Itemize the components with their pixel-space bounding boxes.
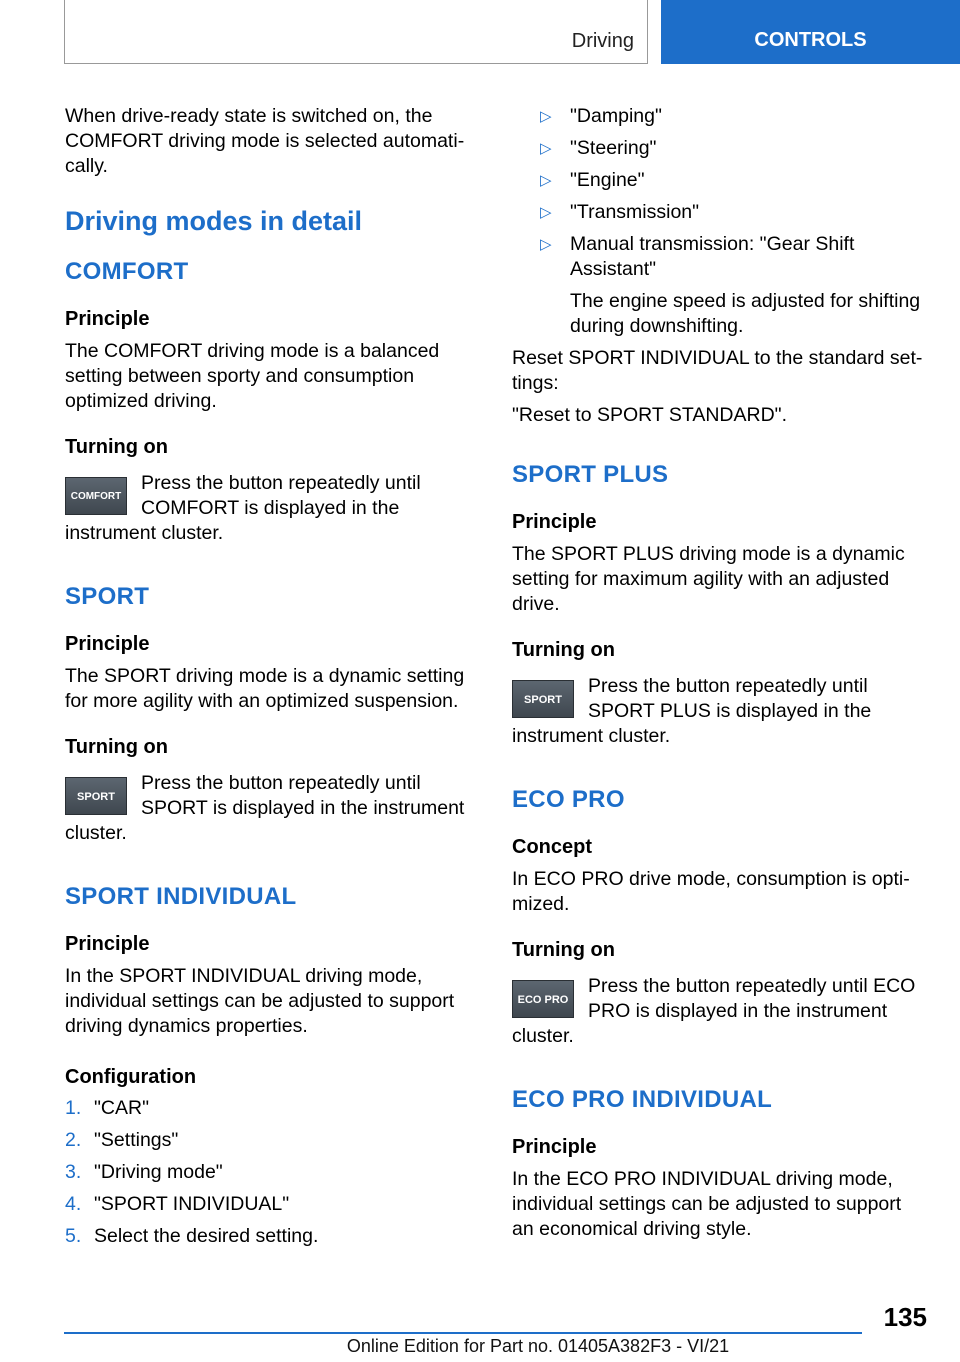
list-item bbox=[512, 200, 924, 225]
reset-value: "Reset to SPORT STANDARD". bbox=[512, 404, 787, 426]
eco-pro-concept-text: In ECO PRO drive mode, consumption is optimized. bbox=[512, 868, 910, 915]
edition-footer: Online Edition for Part no. 01405A382F3 - VI/21 bbox=[346, 1336, 730, 1356]
list-item bbox=[512, 136, 924, 161]
chapter-tab[interactable]: CONTROLS bbox=[661, 0, 960, 64]
step-text: "SPORT INDIVIDUAL" bbox=[94, 1193, 290, 1215]
sport-turning-heading: Turning on bbox=[65, 736, 168, 758]
comfort-turning-row bbox=[65, 471, 477, 546]
sport-button-icon: SPORT bbox=[65, 777, 127, 815]
eco-pro-turning-heading: Turning on bbox=[512, 939, 615, 961]
list-item bbox=[512, 104, 924, 129]
step-number: 4. bbox=[65, 1193, 82, 1215]
comfort-button-icon: COMFORT bbox=[65, 477, 127, 515]
triangle-bullet-icon: ▷ bbox=[540, 236, 552, 253]
sport-plus-heading: SPORT PLUS bbox=[512, 461, 669, 488]
sport-plus-turning-text: Press the button repeatedly until SPORT PLUS is displayed in the instrument cluster. bbox=[512, 675, 872, 747]
eco-pro-turning-row bbox=[512, 974, 924, 1049]
triangle-bullet-icon: ▷ bbox=[540, 140, 552, 157]
header-box bbox=[64, 0, 648, 64]
eco-pro-turning-text: Press the button repeatedly until ECO PRO is displayed in the instrument cluster. bbox=[512, 975, 916, 1047]
step-text: "CAR" bbox=[94, 1097, 150, 1119]
step-number: 5. bbox=[65, 1225, 82, 1247]
eco-pro-individual-principle-heading: Principle bbox=[512, 1136, 597, 1158]
list-item bbox=[65, 1128, 477, 1153]
comfort-heading: COMFORT bbox=[65, 258, 189, 285]
comfort-turning-heading: Turning on bbox=[65, 436, 168, 458]
sport-individual-principle-text: In the SPORT INDIVIDUAL driving mode, individual settings can be adjusted to support driving dynamics properties. bbox=[65, 965, 455, 1037]
eco-pro-individual-principle-text: In the ECO PRO INDIVIDUAL driving mode, individual settings can be adjusted to support an economical driving style. bbox=[512, 1168, 902, 1240]
section-title: Driving bbox=[571, 30, 634, 52]
triangle-bullet-icon: ▷ bbox=[540, 108, 552, 125]
option-text: Manual transmission: "Gear Shift Assistant" bbox=[570, 233, 855, 280]
list-item bbox=[512, 232, 924, 282]
sport-turning-row bbox=[65, 771, 477, 846]
sport-individual-principle-heading: Principle bbox=[65, 933, 150, 955]
triangle-bullet-icon: ▷ bbox=[540, 204, 552, 221]
eco-pro-concept-heading: Concept bbox=[512, 836, 592, 858]
intro-text: When drive-ready state is switched on, the COMFORT driving mode is selected automatically. bbox=[65, 105, 465, 177]
step-text: Select the desired setting. bbox=[94, 1225, 319, 1247]
sport-plus-turning-heading: Turning on bbox=[512, 639, 615, 661]
sport-heading: SPORT bbox=[65, 583, 150, 610]
comfort-principle-text: The COMFORT driving mode is a balanced setting between sporty and consumption optimized driving. bbox=[65, 340, 440, 412]
sport-principle-heading: Principle bbox=[65, 633, 150, 655]
eco-pro-button-icon: ECO PRO bbox=[512, 980, 574, 1018]
option-text: "Steering" bbox=[570, 137, 657, 159]
step-text: "Driving mode" bbox=[94, 1161, 223, 1183]
option-text: "Damping" bbox=[570, 105, 662, 127]
list-item bbox=[65, 1160, 477, 1185]
list-item bbox=[65, 1096, 477, 1121]
sport-plus-principle-text: The SPORT PLUS driving mode is a dynamic setting for maximum agility with an adjusted drive. bbox=[512, 543, 905, 615]
footer-rule bbox=[64, 1332, 862, 1334]
step-number: 1. bbox=[65, 1097, 82, 1119]
configuration-options bbox=[512, 104, 924, 282]
sport-individual-heading: SPORT INDIVIDUAL bbox=[65, 883, 297, 910]
sport-turning-text: Press the button repeatedly until SPORT is displayed in the instrument cluster. bbox=[65, 772, 465, 844]
step-text: "Settings" bbox=[94, 1129, 179, 1151]
reset-text: Reset SPORT INDIVIDUAL to the standard settings: bbox=[512, 347, 923, 394]
section-heading: Driving modes in detail bbox=[65, 206, 363, 236]
page-number: 135 bbox=[883, 1302, 927, 1332]
option-text: "Engine" bbox=[570, 169, 645, 191]
eco-pro-individual-heading: ECO PRO INDIVIDUAL bbox=[512, 1086, 773, 1113]
list-item bbox=[65, 1192, 477, 1217]
left-column bbox=[65, 104, 477, 1249]
sport-principle-text: The SPORT driving mode is a dynamic setting for more agility with an optimized suspension. bbox=[65, 665, 465, 712]
comfort-principle-heading: Principle bbox=[65, 308, 150, 330]
comfort-turning-text: Press the button repeatedly until COMFORT is displayed in the instrument cluster. bbox=[65, 472, 421, 544]
sport-button-icon: SPORT bbox=[512, 680, 574, 718]
step-number: 3. bbox=[65, 1161, 82, 1183]
right-column bbox=[512, 104, 924, 1242]
eco-pro-heading: ECO PRO bbox=[512, 786, 625, 813]
sport-plus-principle-heading: Principle bbox=[512, 511, 597, 533]
list-item bbox=[65, 1224, 477, 1249]
configuration-steps bbox=[65, 1096, 477, 1249]
sport-plus-turning-row bbox=[512, 674, 924, 749]
configuration-heading: Configuration bbox=[65, 1066, 197, 1088]
step-number: 2. bbox=[65, 1129, 82, 1151]
list-item bbox=[512, 168, 924, 193]
option-text: "Transmission" bbox=[570, 201, 700, 223]
gear-shift-note: The engine speed is adjusted for shifting during downshifting. bbox=[570, 290, 921, 337]
triangle-bullet-icon: ▷ bbox=[540, 172, 552, 189]
